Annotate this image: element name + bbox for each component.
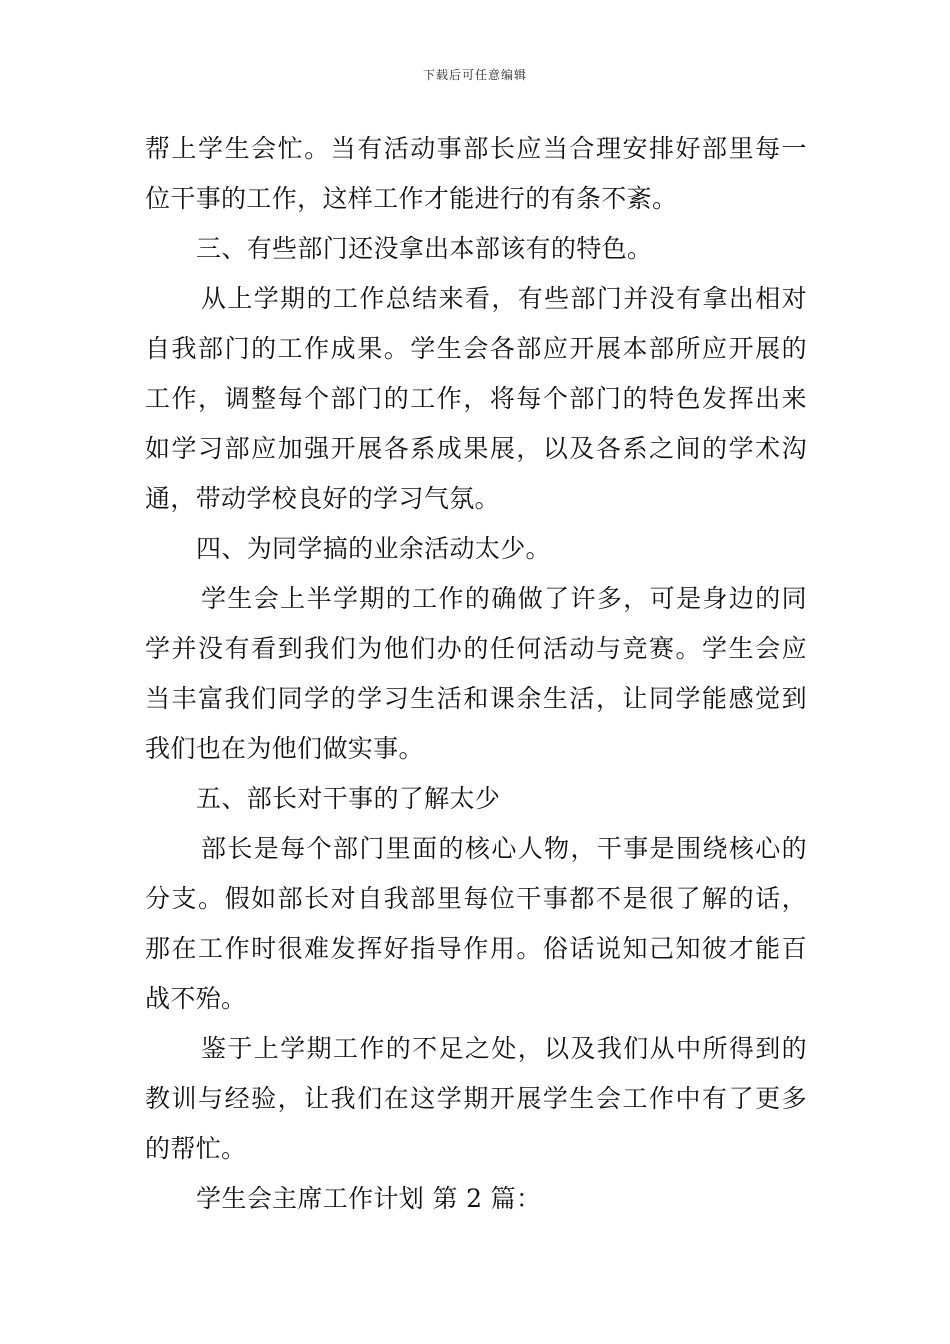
text-line: 五、部长对干事的了解太少 <box>196 784 501 813</box>
text-line: 帮上学生会忙。当有活动事部长应当合理安排好部里每一 <box>145 134 807 163</box>
text-line: 的帮忙。 <box>145 1134 247 1163</box>
text-line: 分支。假如部长对自我部里每位干事都不是很了解的话， <box>145 884 807 913</box>
section-heading <box>145 774 807 824</box>
text-line: 那在工作时很难发挥好指导作用。俗话说知己知彼才能百 <box>145 934 807 963</box>
text-line: 从上学期的工作总结来看，有些部门并没有拿出相对 <box>201 284 807 313</box>
paragraph <box>145 574 807 774</box>
text-line: 位干事的工作，这样工作才能进行的有条不紊。 <box>145 184 678 213</box>
text-line: 通，带动学校良好的学习气氛。 <box>145 484 500 513</box>
section-heading <box>145 224 807 274</box>
section-heading <box>145 1174 807 1224</box>
text-line: 部长是每个部门里面的核心人物，干事是围绕核心的 <box>201 834 807 863</box>
text-line: 三、有些部门还没拿出本部该有的特色。 <box>196 234 653 263</box>
text-line: 四、为同学搞的业余活动太少。 <box>196 534 551 563</box>
text-line: 当丰富我们同学的学习生活和课余生活，让同学能感觉到 <box>145 684 807 713</box>
text-line: 学生会主席工作计划 第 2 篇： <box>196 1184 542 1213</box>
text-line: 我们也在为他们做实事。 <box>145 734 424 763</box>
text-line: 如学习部应加强开展各系成果展，以及各系之间的学术沟 <box>145 434 807 463</box>
text-line: 鉴于上学期工作的不足之处，以及我们从中所得到的 <box>201 1034 807 1063</box>
page-header: 下载后可任意编辑 <box>422 68 527 82</box>
text-line: 工作，调整每个部门的工作，将每个部门的特色发挥出来 <box>145 384 807 413</box>
paragraph <box>145 274 807 524</box>
text-line: 战不殆。 <box>145 984 247 1013</box>
paragraph <box>145 124 807 224</box>
paragraph <box>145 824 807 1024</box>
document-body <box>145 124 807 1224</box>
text-line: 自我部门的工作成果。学生会各部应开展本部所应开展的 <box>145 334 807 363</box>
paragraph <box>145 1024 807 1174</box>
text-line: 教训与经验，让我们在这学期开展学生会工作中有了更多 <box>145 1084 807 1113</box>
text-line: 学生会上半学期的工作的确做了许多，可是身边的同 <box>201 584 807 613</box>
section-heading <box>145 524 807 574</box>
text-line: 学并没有看到我们为他们办的任何活动与竞赛。学生会应 <box>145 634 807 663</box>
